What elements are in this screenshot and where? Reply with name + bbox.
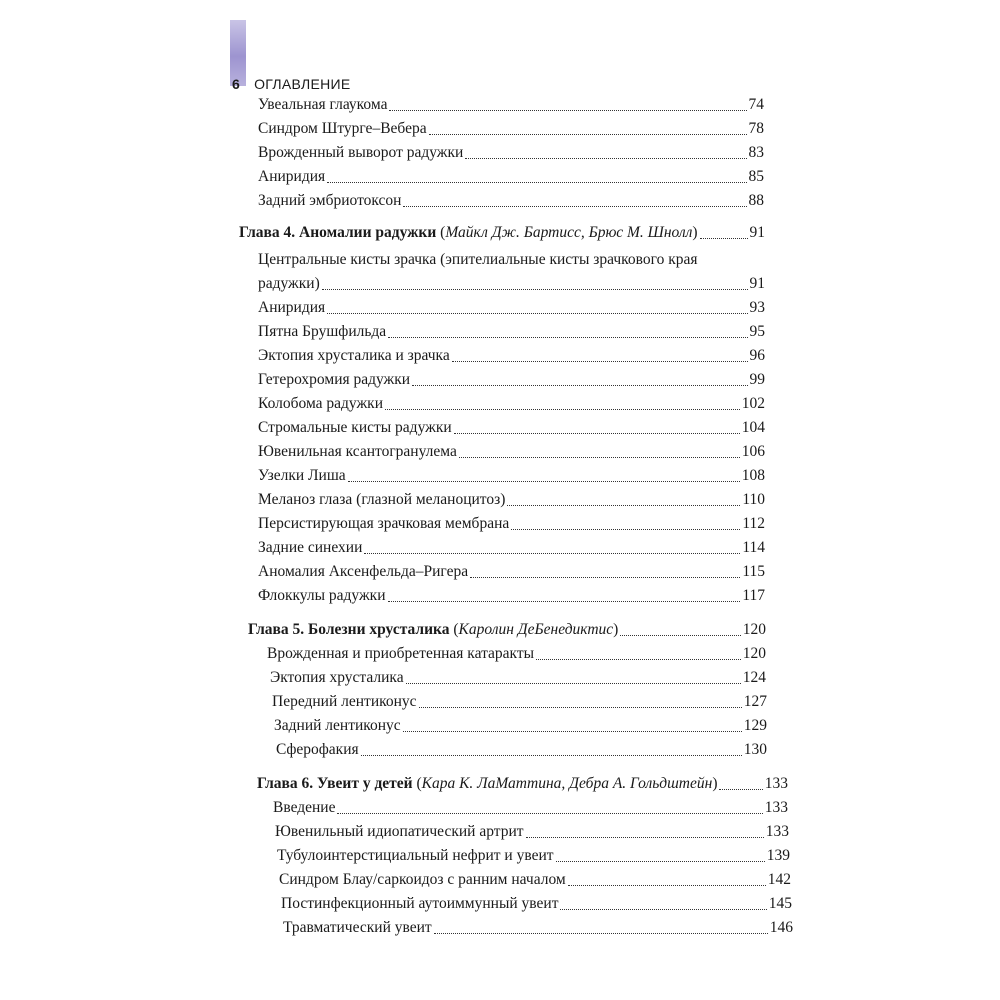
toc-entry-page: 108 bbox=[741, 467, 765, 484]
toc-entry[interactable] bbox=[258, 370, 765, 390]
chapter-title: Глава 6. Увеит у детей bbox=[257, 775, 413, 792]
dot-leader bbox=[364, 553, 740, 554]
toc-entry-page: 104 bbox=[741, 419, 765, 436]
toc-entry-page: 95 bbox=[749, 323, 765, 340]
toc-entry-title: Ювенильный идиопатический артрит bbox=[275, 823, 524, 840]
dot-leader bbox=[434, 933, 768, 934]
toc-entry-page: 106 bbox=[741, 443, 765, 460]
toc-entry[interactable] bbox=[258, 274, 765, 294]
toc-entry-page: 96 bbox=[749, 347, 765, 364]
toc-entry[interactable] bbox=[267, 644, 766, 664]
toc-entry[interactable] bbox=[277, 846, 790, 866]
dot-leader bbox=[556, 861, 765, 862]
dot-leader bbox=[337, 813, 762, 814]
dot-leader bbox=[327, 182, 746, 183]
dot-leader bbox=[419, 707, 742, 708]
toc-entry-title: Персистирующая зрачковая мембрана bbox=[258, 515, 510, 532]
toc-entry[interactable] bbox=[279, 870, 791, 890]
toc-entry[interactable] bbox=[258, 466, 765, 486]
toc-entry[interactable] bbox=[258, 562, 765, 582]
toc-entry-page: 129 bbox=[743, 717, 767, 734]
toc-entry-title: Аниридия bbox=[258, 299, 326, 316]
toc-entry-title: Ювенильная ксантогранулема bbox=[258, 443, 457, 460]
toc-entry-page: 110 bbox=[742, 491, 765, 508]
dot-leader bbox=[389, 110, 746, 111]
toc-entry-page: 142 bbox=[767, 871, 791, 888]
toc-entry-page: 133 bbox=[764, 799, 788, 816]
dot-leader bbox=[348, 481, 740, 482]
toc-entry-title: Флоккулы радужки bbox=[258, 587, 386, 604]
toc-entry-page: 133 bbox=[765, 823, 789, 840]
dot-leader bbox=[327, 313, 747, 314]
toc-entry-title: Синдром Штурге–Вебера bbox=[258, 120, 427, 137]
toc-entry-title: Врожденный выворот радужки bbox=[258, 144, 464, 161]
toc-entry[interactable] bbox=[258, 514, 765, 534]
toc-entry-page: 83 bbox=[748, 144, 764, 161]
toc-entry-title-line1[interactable]: Центральные кисты зрачка (эпителиальные кисты зрачкового края bbox=[258, 251, 698, 268]
toc-entry-title: Узелки Лиша bbox=[258, 467, 346, 484]
dot-leader bbox=[412, 385, 747, 386]
toc-entry-title-line2: радужки) bbox=[258, 275, 320, 292]
toc-entry[interactable] bbox=[274, 716, 767, 736]
dot-leader bbox=[511, 529, 740, 530]
dot-leader bbox=[406, 683, 741, 684]
toc-entry[interactable] bbox=[258, 346, 765, 366]
toc-entry[interactable] bbox=[272, 692, 767, 712]
toc-entry-title: Эктопия хрусталика и зрачка bbox=[258, 347, 450, 364]
toc-entry-page: 91 bbox=[749, 275, 765, 292]
toc-entry-title: Задний лентиконус bbox=[274, 717, 401, 734]
toc-entry-page: 102 bbox=[741, 395, 765, 412]
toc-entry-page: 85 bbox=[748, 168, 764, 185]
toc-entry-title: Постинфекционный аутоиммунный увеит bbox=[281, 895, 559, 912]
toc-entry[interactable] bbox=[258, 119, 764, 139]
dot-leader bbox=[454, 433, 740, 434]
dot-leader bbox=[452, 361, 748, 362]
dot-leader bbox=[507, 505, 740, 506]
toc-entry-page: 120 bbox=[742, 645, 766, 662]
toc-entry-page: 133 bbox=[764, 775, 788, 792]
toc-entry-title: Задний эмбриотоксон bbox=[258, 192, 402, 209]
toc-entry[interactable] bbox=[273, 798, 788, 818]
page-number: 6 bbox=[232, 76, 241, 92]
dot-leader bbox=[470, 577, 740, 578]
toc-entry-page: 99 bbox=[749, 371, 765, 388]
toc-entry-page: 146 bbox=[769, 919, 793, 936]
toc-entry-title: Задние синехии bbox=[258, 539, 363, 556]
toc-entry[interactable] bbox=[283, 918, 793, 938]
dot-leader bbox=[388, 337, 747, 338]
dot-leader bbox=[465, 158, 746, 159]
toc-entry-page: 114 bbox=[742, 539, 765, 556]
toc-entry[interactable] bbox=[258, 95, 764, 115]
toc-entry-title: Колобома радужки bbox=[258, 395, 383, 412]
toc-entry-title: Пятна Брушфильда bbox=[258, 323, 387, 340]
dot-leader bbox=[403, 206, 746, 207]
toc-entry-page: 124 bbox=[742, 669, 766, 686]
toc-entry-title: Стромальные кисты радужки bbox=[258, 419, 452, 436]
toc-entry[interactable] bbox=[258, 538, 765, 558]
dot-leader bbox=[459, 457, 740, 458]
toc-entry[interactable] bbox=[258, 298, 765, 318]
toc-entry-page: 112 bbox=[742, 515, 765, 532]
section-title: ОГЛАВЛЕНИЕ bbox=[254, 76, 351, 92]
running-head bbox=[232, 76, 351, 92]
toc-entry-title: Увеальная глаукома bbox=[258, 96, 388, 113]
toc-chapter-6[interactable]: Глава 6. Увеит у детей (Кара К. ЛаМаттина, Дебра А. Гольдштейн) 133 bbox=[257, 775, 788, 792]
dot-leader bbox=[322, 289, 748, 290]
toc-entry-title: Сферофакия bbox=[276, 741, 359, 758]
dot-leader bbox=[568, 885, 766, 886]
toc-entry-title: Синдром Блау/саркоидоз с ранним началом bbox=[279, 871, 566, 888]
toc-entry-page: 78 bbox=[748, 120, 764, 137]
toc-entry-title: Аниридия bbox=[258, 168, 326, 185]
dot-leader bbox=[700, 238, 748, 239]
toc-entry-title: Гетерохромия радужки bbox=[258, 371, 411, 388]
toc-entry[interactable] bbox=[258, 191, 764, 211]
toc-chapter-5[interactable]: Глава 5. Болезни хрусталика (Каролин ДеБенедиктис) 120 bbox=[248, 621, 766, 638]
toc-entry-page: 139 bbox=[766, 847, 790, 864]
dot-leader bbox=[429, 134, 747, 135]
toc-entry-page: 91 bbox=[749, 224, 765, 241]
toc-entry-title: Аномалия Аксенфельда–Ригера bbox=[258, 563, 469, 580]
toc-entry-title: Врожденная и приобретенная катаракты bbox=[267, 645, 535, 662]
toc-chapter-4[interactable]: Глава 4. Аномалии радужки (Майкл Дж. Бартисс, Брюс М. Шнолл) 91 bbox=[239, 224, 765, 241]
chapter-authors: Майкл Дж. Бартисс, Брюс М. Шнолл bbox=[445, 224, 693, 241]
dot-leader bbox=[361, 755, 742, 756]
chapter-title: Глава 4. Аномалии радужки bbox=[239, 224, 437, 241]
dot-leader bbox=[560, 909, 766, 910]
toc-entry[interactable] bbox=[258, 586, 765, 606]
chapter-authors: Кара К. ЛаМаттина, Дебра А. Гольдштейн bbox=[421, 775, 713, 792]
toc-entry[interactable] bbox=[275, 822, 789, 842]
dot-leader bbox=[620, 635, 740, 636]
toc-entry-page: 145 bbox=[768, 895, 792, 912]
toc-entry[interactable] bbox=[258, 167, 764, 187]
toc-entry[interactable] bbox=[258, 442, 765, 462]
toc-entry-title: Передний лентиконус bbox=[272, 693, 417, 710]
toc-entry[interactable] bbox=[258, 394, 765, 414]
toc-entry-page: 120 bbox=[742, 621, 766, 638]
dot-leader bbox=[536, 659, 741, 660]
toc-entry-title: Меланоз глаза (глазной меланоцитоз) bbox=[258, 491, 506, 508]
chapter-title: Глава 5. Болезни хрусталика bbox=[248, 621, 450, 638]
toc-entry[interactable] bbox=[276, 740, 767, 760]
toc-entry[interactable] bbox=[258, 143, 764, 163]
toc-entry-page: 130 bbox=[743, 741, 767, 758]
toc-entry-page: 127 bbox=[743, 693, 767, 710]
toc-entry[interactable] bbox=[281, 894, 792, 914]
toc-entry-page: 93 bbox=[749, 299, 765, 316]
toc-entry-page: 117 bbox=[742, 587, 765, 604]
toc-entry-title: Тубулоинтерстициальный нефрит и увеит bbox=[277, 847, 554, 864]
toc-entry[interactable] bbox=[258, 490, 765, 510]
dot-leader bbox=[719, 789, 762, 790]
dot-leader bbox=[385, 409, 740, 410]
toc-entry-title: Травматический увеит bbox=[283, 919, 432, 936]
toc-entry-title: Введение bbox=[273, 799, 336, 816]
chapter-authors: Каролин ДеБенедиктис bbox=[458, 621, 614, 638]
toc-entry[interactable] bbox=[258, 322, 765, 342]
toc-entry-page: 74 bbox=[748, 96, 764, 113]
toc-entry[interactable] bbox=[258, 418, 765, 438]
dot-leader bbox=[388, 601, 741, 602]
toc-entry-page: 115 bbox=[742, 563, 765, 580]
toc-entry-page: 88 bbox=[748, 192, 764, 209]
toc-entry-title: Эктопия хрусталика bbox=[270, 669, 404, 686]
dot-leader bbox=[526, 837, 764, 838]
dot-leader bbox=[403, 731, 742, 732]
toc-entry[interactable] bbox=[270, 668, 766, 688]
